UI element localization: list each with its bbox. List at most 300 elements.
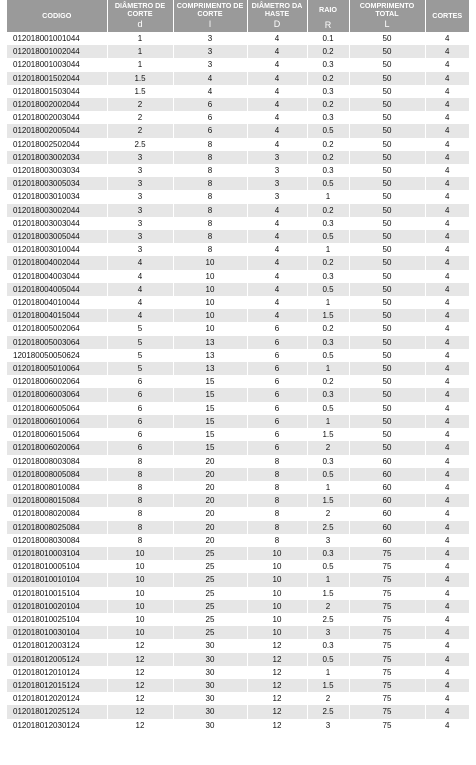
raio-cell: 0.3 <box>307 58 349 71</box>
codigo-cell: 012018003003034 <box>7 164 107 177</box>
diametro-corte-cell: 8 <box>107 481 173 494</box>
column-header-comprimento-total <box>349 0 425 32</box>
comprimento-total-cell: 75 <box>349 626 425 639</box>
comprimento-corte-cell: 30 <box>173 719 247 732</box>
diametro-corte-cell: 3 <box>107 190 173 203</box>
column-header-comprimento-corte <box>173 0 247 32</box>
comprimento-total-cell: 50 <box>349 111 425 124</box>
diametro-corte-cell: 12 <box>107 719 173 732</box>
cortes-cell: 4 <box>425 375 469 388</box>
table-row <box>7 45 469 58</box>
diametro-corte-cell: 2 <box>107 98 173 111</box>
comprimento-total-cell: 50 <box>349 322 425 335</box>
table-row <box>7 494 469 507</box>
column-header-codigo <box>7 0 107 32</box>
diametro-haste-cell: 4 <box>247 256 307 269</box>
comprimento-total-cell: 50 <box>349 309 425 322</box>
diametro-haste-cell: 4 <box>247 204 307 217</box>
table-row <box>7 177 469 190</box>
comprimento-corte-cell: 30 <box>173 666 247 679</box>
cortes-cell: 4 <box>425 455 469 468</box>
comprimento-corte-cell: 20 <box>173 481 247 494</box>
diametro-haste-cell: 12 <box>247 679 307 692</box>
diametro-haste-cell: 12 <box>247 692 307 705</box>
codigo-cell: 012018003002034 <box>7 151 107 164</box>
diametro-corte-cell: 10 <box>107 600 173 613</box>
diametro-corte-cell: 4 <box>107 309 173 322</box>
diametro-haste-cell: 8 <box>247 468 307 481</box>
diametro-corte-cell: 4 <box>107 270 173 283</box>
comprimento-corte-cell: 20 <box>173 468 247 481</box>
codigo-cell: 012018005002064 <box>7 322 107 335</box>
diametro-corte-cell: 6 <box>107 428 173 441</box>
raio-cell: 0.3 <box>307 164 349 177</box>
diametro-corte-cell: 3 <box>107 164 173 177</box>
comprimento-corte-cell: 25 <box>173 587 247 600</box>
raio-cell: 1 <box>307 296 349 309</box>
codigo-cell: 012018010030104 <box>7 626 107 639</box>
cortes-cell: 4 <box>425 402 469 415</box>
cortes-cell: 4 <box>425 243 469 256</box>
diametro-haste-cell: 3 <box>247 164 307 177</box>
comprimento-total-cell: 50 <box>349 230 425 243</box>
comprimento-total-cell: 50 <box>349 270 425 283</box>
cortes-cell: 4 <box>425 494 469 507</box>
table-row <box>7 507 469 520</box>
raio-cell: 1 <box>307 481 349 494</box>
comprimento-total-cell: 60 <box>349 455 425 468</box>
cortes-cell: 4 <box>425 151 469 164</box>
codigo-cell: 012018001002044 <box>7 45 107 58</box>
codigo-cell: 012018004005044 <box>7 283 107 296</box>
comprimento-corte-cell: 10 <box>173 270 247 283</box>
diametro-corte-cell: 10 <box>107 626 173 639</box>
codigo-cell: 012018006003064 <box>7 388 107 401</box>
table-row <box>7 388 469 401</box>
diametro-haste-cell: 4 <box>247 45 307 58</box>
table-row <box>7 204 469 217</box>
diametro-haste-cell: 4 <box>247 243 307 256</box>
diametro-corte-cell: 1 <box>107 58 173 71</box>
column-header-diametro-corte <box>107 0 173 32</box>
cortes-cell: 4 <box>425 388 469 401</box>
column-header-label: RAIO <box>319 5 337 14</box>
diametro-haste-cell: 4 <box>247 111 307 124</box>
raio-cell: 0.5 <box>307 402 349 415</box>
codigo-cell: 012018012010124 <box>7 666 107 679</box>
raio-cell: 0.3 <box>307 547 349 560</box>
comprimento-corte-cell: 10 <box>173 296 247 309</box>
comprimento-corte-cell: 13 <box>173 362 247 375</box>
comprimento-total-cell: 50 <box>349 283 425 296</box>
diametro-haste-cell: 10 <box>247 573 307 586</box>
cortes-cell: 4 <box>425 362 469 375</box>
table-row <box>7 639 469 652</box>
comprimento-corte-cell: 3 <box>173 32 247 45</box>
diametro-haste-cell: 10 <box>247 626 307 639</box>
codigo-cell: 012018012015124 <box>7 679 107 692</box>
cortes-cell: 4 <box>425 626 469 639</box>
diametro-haste-cell: 6 <box>247 415 307 428</box>
diametro-haste-cell: 4 <box>247 124 307 137</box>
cortes-cell: 4 <box>425 521 469 534</box>
cortes-cell: 4 <box>425 415 469 428</box>
codigo-cell: 012018008020084 <box>7 507 107 520</box>
cortes-cell: 4 <box>425 692 469 705</box>
comprimento-corte-cell: 30 <box>173 653 247 666</box>
diametro-corte-cell: 8 <box>107 455 173 468</box>
raio-cell: 1 <box>307 666 349 679</box>
comprimento-corte-cell: 25 <box>173 573 247 586</box>
table-row <box>7 362 469 375</box>
codigo-cell: 012018004003044 <box>7 270 107 283</box>
header-row <box>7 0 469 32</box>
diametro-haste-cell: 10 <box>247 600 307 613</box>
table-row <box>7 692 469 705</box>
diametro-haste-cell: 10 <box>247 613 307 626</box>
diametro-haste-cell: 6 <box>247 388 307 401</box>
table-row <box>7 322 469 335</box>
comprimento-total-cell: 75 <box>349 653 425 666</box>
column-header-symbol: D <box>273 19 281 29</box>
codigo-cell: 012018006005064 <box>7 402 107 415</box>
diametro-haste-cell: 4 <box>247 58 307 71</box>
raio-cell: 1 <box>307 573 349 586</box>
column-header-cortes <box>425 0 469 32</box>
comprimento-corte-cell: 8 <box>173 243 247 256</box>
comprimento-corte-cell: 8 <box>173 190 247 203</box>
table-row <box>7 164 469 177</box>
table-body <box>7 32 469 732</box>
comprimento-corte-cell: 20 <box>173 494 247 507</box>
codigo-cell: 120180050050624 <box>7 349 107 362</box>
codigo-cell: 012018002005044 <box>7 124 107 137</box>
codigo-cell: 012018008010084 <box>7 481 107 494</box>
table-row <box>7 190 469 203</box>
comprimento-total-cell: 75 <box>349 573 425 586</box>
diametro-haste-cell: 6 <box>247 362 307 375</box>
raio-cell: 2.5 <box>307 521 349 534</box>
codigo-cell: 012018012005124 <box>7 653 107 666</box>
raio-cell: 0.3 <box>307 111 349 124</box>
comprimento-total-cell: 50 <box>349 217 425 230</box>
diametro-haste-cell: 8 <box>247 494 307 507</box>
comprimento-corte-cell: 30 <box>173 639 247 652</box>
comprimento-total-cell: 50 <box>349 375 425 388</box>
table-row <box>7 679 469 692</box>
codigo-cell: 012018010020104 <box>7 600 107 613</box>
codigo-cell: 012018006020064 <box>7 441 107 454</box>
comprimento-total-cell: 50 <box>349 138 425 151</box>
codigo-cell: 012018003002044 <box>7 204 107 217</box>
diametro-corte-cell: 10 <box>107 613 173 626</box>
cortes-cell: 4 <box>425 481 469 494</box>
comprimento-total-cell: 75 <box>349 719 425 732</box>
codigo-cell: 012018010025104 <box>7 613 107 626</box>
comprimento-total-cell: 50 <box>349 32 425 45</box>
raio-cell: 2 <box>307 600 349 613</box>
table-row <box>7 98 469 111</box>
diametro-corte-cell: 4 <box>107 296 173 309</box>
raio-cell: 2 <box>307 692 349 705</box>
diametro-haste-cell: 4 <box>247 217 307 230</box>
comprimento-total-cell: 50 <box>349 124 425 137</box>
table-row <box>7 309 469 322</box>
comprimento-total-cell: 60 <box>349 507 425 520</box>
comprimento-corte-cell: 20 <box>173 534 247 547</box>
diametro-haste-cell: 12 <box>247 719 307 732</box>
table-row <box>7 468 469 481</box>
diametro-corte-cell: 5 <box>107 322 173 335</box>
table-row <box>7 58 469 71</box>
diametro-corte-cell: 12 <box>107 653 173 666</box>
raio-cell: 0.5 <box>307 230 349 243</box>
comprimento-corte-cell: 15 <box>173 402 247 415</box>
comprimento-total-cell: 50 <box>349 402 425 415</box>
comprimento-corte-cell: 13 <box>173 336 247 349</box>
comprimento-total-cell: 75 <box>349 666 425 679</box>
codigo-cell: 012018005010064 <box>7 362 107 375</box>
raio-cell: 0.3 <box>307 455 349 468</box>
cortes-cell: 4 <box>425 58 469 71</box>
cortes-cell: 4 <box>425 85 469 98</box>
comprimento-total-cell: 50 <box>349 441 425 454</box>
cortes-cell: 4 <box>425 547 469 560</box>
table-row <box>7 296 469 309</box>
table-row <box>7 719 469 732</box>
comprimento-total-cell: 75 <box>349 679 425 692</box>
comprimento-corte-cell: 13 <box>173 349 247 362</box>
comprimento-total-cell: 75 <box>349 705 425 718</box>
raio-cell: 3 <box>307 626 349 639</box>
comprimento-total-cell: 50 <box>349 415 425 428</box>
cortes-cell: 4 <box>425 296 469 309</box>
comprimento-total-cell: 50 <box>349 349 425 362</box>
raio-cell: 1.5 <box>307 679 349 692</box>
comprimento-corte-cell: 4 <box>173 85 247 98</box>
cortes-cell: 4 <box>425 270 469 283</box>
codigo-cell: 012018010010104 <box>7 573 107 586</box>
comprimento-total-cell: 50 <box>349 388 425 401</box>
raio-cell: 0.2 <box>307 138 349 151</box>
comprimento-corte-cell: 4 <box>173 72 247 85</box>
table-row <box>7 415 469 428</box>
product-spec-table <box>7 0 469 732</box>
diametro-haste-cell: 6 <box>247 441 307 454</box>
diametro-corte-cell: 1.5 <box>107 85 173 98</box>
cortes-cell: 4 <box>425 230 469 243</box>
diametro-haste-cell: 6 <box>247 375 307 388</box>
raio-cell: 0.5 <box>307 124 349 137</box>
diametro-haste-cell: 3 <box>247 190 307 203</box>
diametro-corte-cell: 10 <box>107 587 173 600</box>
raio-cell: 2.5 <box>307 705 349 718</box>
diametro-corte-cell: 2 <box>107 111 173 124</box>
diametro-haste-cell: 6 <box>247 349 307 362</box>
comprimento-total-cell: 60 <box>349 534 425 547</box>
comprimento-corte-cell: 25 <box>173 626 247 639</box>
table-row <box>7 283 469 296</box>
cortes-cell: 4 <box>425 534 469 547</box>
table-row <box>7 217 469 230</box>
diametro-haste-cell: 3 <box>247 151 307 164</box>
cortes-cell: 4 <box>425 283 469 296</box>
comprimento-total-cell: 60 <box>349 481 425 494</box>
raio-cell: 0.5 <box>307 468 349 481</box>
diametro-corte-cell: 8 <box>107 494 173 507</box>
raio-cell: 0.5 <box>307 653 349 666</box>
cortes-cell: 4 <box>425 441 469 454</box>
diametro-corte-cell: 6 <box>107 415 173 428</box>
raio-cell: 0.3 <box>307 639 349 652</box>
diametro-haste-cell: 4 <box>247 138 307 151</box>
diametro-corte-cell: 5 <box>107 349 173 362</box>
raio-cell: 2 <box>307 441 349 454</box>
codigo-cell: 012018010003104 <box>7 547 107 560</box>
raio-cell: 0.5 <box>307 349 349 362</box>
cortes-cell: 4 <box>425 679 469 692</box>
comprimento-corte-cell: 25 <box>173 600 247 613</box>
table-row <box>7 270 469 283</box>
table-header <box>7 0 469 32</box>
table-row <box>7 560 469 573</box>
comprimento-total-cell: 75 <box>349 613 425 626</box>
codigo-cell: 012018004010044 <box>7 296 107 309</box>
diametro-haste-cell: 12 <box>247 666 307 679</box>
diametro-corte-cell: 5 <box>107 336 173 349</box>
cortes-cell: 4 <box>425 32 469 45</box>
diametro-haste-cell: 12 <box>247 639 307 652</box>
table-row <box>7 534 469 547</box>
comprimento-corte-cell: 25 <box>173 613 247 626</box>
comprimento-corte-cell: 6 <box>173 124 247 137</box>
cortes-cell: 4 <box>425 111 469 124</box>
comprimento-corte-cell: 25 <box>173 560 247 573</box>
diametro-corte-cell: 2.5 <box>107 138 173 151</box>
raio-cell: 2 <box>307 507 349 520</box>
diametro-corte-cell: 12 <box>107 666 173 679</box>
cortes-cell: 4 <box>425 428 469 441</box>
raio-cell: 0.2 <box>307 322 349 335</box>
comprimento-corte-cell: 3 <box>173 45 247 58</box>
table-row <box>7 705 469 718</box>
diametro-corte-cell: 6 <box>107 375 173 388</box>
codigo-cell: 012018012003124 <box>7 639 107 652</box>
codigo-cell: 012018012030124 <box>7 719 107 732</box>
comprimento-total-cell: 60 <box>349 468 425 481</box>
diametro-corte-cell: 3 <box>107 151 173 164</box>
comprimento-corte-cell: 8 <box>173 204 247 217</box>
comprimento-total-cell: 50 <box>349 336 425 349</box>
diametro-haste-cell: 4 <box>247 296 307 309</box>
table-row <box>7 111 469 124</box>
comprimento-corte-cell: 3 <box>173 58 247 71</box>
diametro-corte-cell: 1 <box>107 32 173 45</box>
raio-cell: 1.5 <box>307 494 349 507</box>
raio-cell: 1 <box>307 362 349 375</box>
cortes-cell: 4 <box>425 124 469 137</box>
comprimento-corte-cell: 25 <box>173 547 247 560</box>
cortes-cell: 4 <box>425 322 469 335</box>
cortes-cell: 4 <box>425 573 469 586</box>
codigo-cell: 012018008030084 <box>7 534 107 547</box>
codigo-cell: 012018005003064 <box>7 336 107 349</box>
raio-cell: 0.5 <box>307 177 349 190</box>
comprimento-corte-cell: 6 <box>173 111 247 124</box>
codigo-cell: 012018010015104 <box>7 587 107 600</box>
comprimento-total-cell: 75 <box>349 587 425 600</box>
cortes-cell: 4 <box>425 719 469 732</box>
comprimento-corte-cell: 10 <box>173 256 247 269</box>
codigo-cell: 012018001001044 <box>7 32 107 45</box>
column-header-label: COMPRIMENTO DE CORTE <box>176 1 244 18</box>
diametro-haste-cell: 6 <box>247 336 307 349</box>
comprimento-total-cell: 60 <box>349 521 425 534</box>
diametro-corte-cell: 4 <box>107 256 173 269</box>
diametro-corte-cell: 10 <box>107 573 173 586</box>
column-header-label: DIÂMETRO DA HASTE <box>251 1 303 18</box>
comprimento-total-cell: 75 <box>349 639 425 652</box>
column-header-symbol: L <box>384 19 390 29</box>
raio-cell: 1.5 <box>307 428 349 441</box>
codigo-cell: 012018003010034 <box>7 190 107 203</box>
table-row <box>7 85 469 98</box>
raio-cell: 0.3 <box>307 85 349 98</box>
diametro-corte-cell: 2 <box>107 124 173 137</box>
cortes-cell: 4 <box>425 600 469 613</box>
comprimento-corte-cell: 15 <box>173 441 247 454</box>
column-header-label: DIÂMETRO DE CORTE <box>114 1 166 18</box>
raio-cell: 3 <box>307 719 349 732</box>
comprimento-total-cell: 50 <box>349 85 425 98</box>
column-header-symbol: d <box>137 19 143 29</box>
diametro-haste-cell: 4 <box>247 309 307 322</box>
cortes-cell: 4 <box>425 613 469 626</box>
comprimento-corte-cell: 10 <box>173 283 247 296</box>
diametro-corte-cell: 3 <box>107 177 173 190</box>
comprimento-corte-cell: 15 <box>173 428 247 441</box>
raio-cell: 0.2 <box>307 72 349 85</box>
codigo-cell: 012018001003044 <box>7 58 107 71</box>
diametro-haste-cell: 10 <box>247 587 307 600</box>
diametro-corte-cell: 10 <box>107 547 173 560</box>
diametro-haste-cell: 4 <box>247 230 307 243</box>
diametro-haste-cell: 8 <box>247 455 307 468</box>
raio-cell: 1 <box>307 190 349 203</box>
comprimento-corte-cell: 8 <box>173 230 247 243</box>
diametro-haste-cell: 10 <box>247 560 307 573</box>
diametro-haste-cell: 3 <box>247 177 307 190</box>
cortes-cell: 4 <box>425 164 469 177</box>
table-row <box>7 587 469 600</box>
comprimento-total-cell: 75 <box>349 560 425 573</box>
codigo-cell: 012018008005084 <box>7 468 107 481</box>
raio-cell: 0.1 <box>307 32 349 45</box>
table-row <box>7 481 469 494</box>
comprimento-total-cell: 50 <box>349 256 425 269</box>
table-row <box>7 72 469 85</box>
comprimento-corte-cell: 30 <box>173 705 247 718</box>
raio-cell: 0.2 <box>307 375 349 388</box>
comprimento-corte-cell: 30 <box>173 679 247 692</box>
product-spec-table-container <box>7 0 469 732</box>
diametro-haste-cell: 4 <box>247 283 307 296</box>
comprimento-total-cell: 60 <box>349 494 425 507</box>
diametro-corte-cell: 8 <box>107 534 173 547</box>
cortes-cell: 4 <box>425 138 469 151</box>
codigo-cell: 012018001503044 <box>7 85 107 98</box>
comprimento-total-cell: 75 <box>349 692 425 705</box>
